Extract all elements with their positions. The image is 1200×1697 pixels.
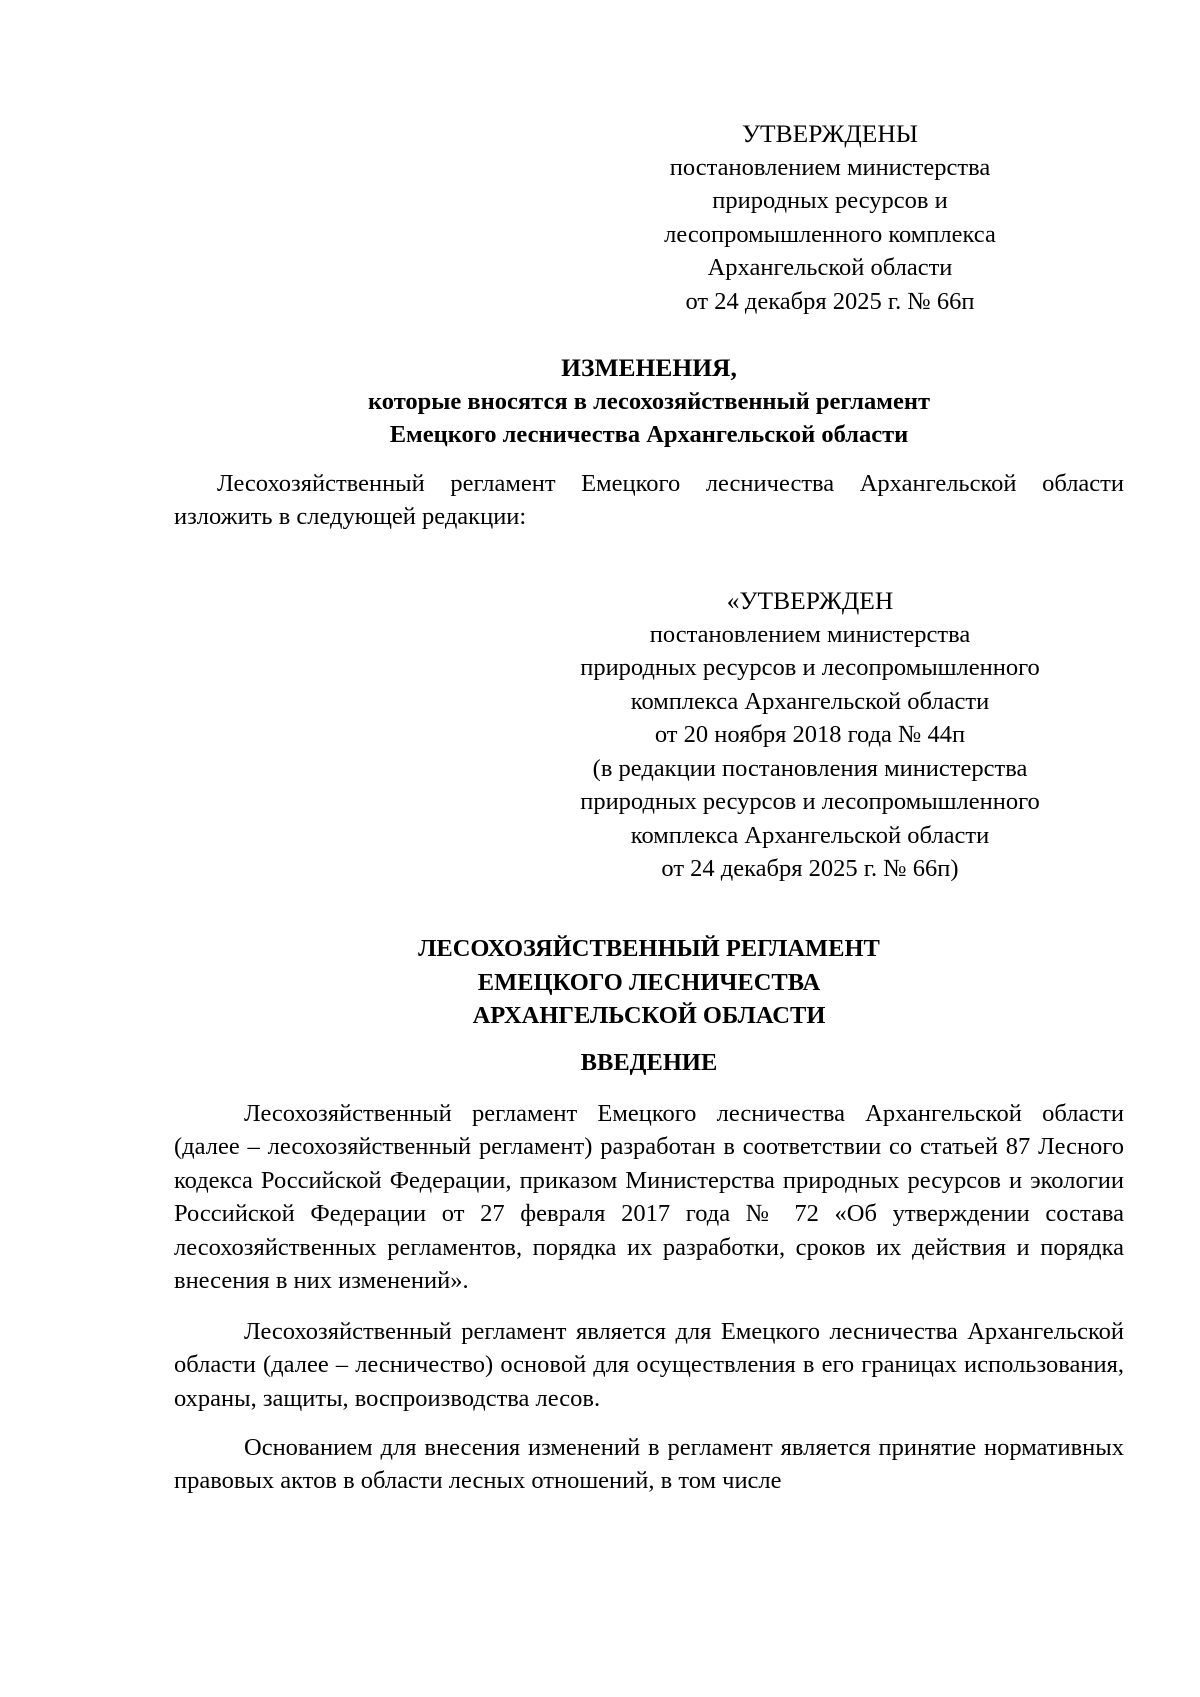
approved-line: «УТВЕРЖДЕН xyxy=(726,586,894,615)
approved-block xyxy=(560,584,1060,886)
approved-line: от 20 ноября 2018 года № 44п xyxy=(654,721,966,748)
approved-line: постановлением министерства xyxy=(649,620,971,648)
changes-title-line: которые вносятся в лесохозяйственный регламент xyxy=(367,387,931,415)
body-paragraph-1: Лесохозяйственный регламент Емецкого лесничества Архангельской области (далее – лесохозяйственный регламент) разработан в соответствии со статьей 87 Лесного кодекса Российской Федерации, приказом Министерства природных ресурсов и экологии Российской Федерации от 27 февраля 2017 года № 72 «Об утверждении состава лесохозяйственных регламентов, порядка их разработки, сроков их действия и порядка внесения в них изменений». xyxy=(174,1100,1124,1295)
changes-title-line: ИЗМЕНЕНИЯ, xyxy=(561,353,737,382)
approved-line: природных ресурсов и лесопромышленного xyxy=(580,788,1040,815)
approval-line: от 24 декабря 2025 г. № 66п xyxy=(685,287,975,315)
approval-line: лесопромышленного комплекса xyxy=(664,220,996,248)
section-heading-text: ВВЕДЕНИЕ xyxy=(580,1049,718,1076)
approval-block xyxy=(640,117,1020,318)
regulation-title xyxy=(174,932,1124,1033)
changes-title-line: Емецкого лесничества Архангельской области xyxy=(389,421,909,448)
regulation-title-line: ЛЕСОХОЗЯЙСТВЕННЫЙ РЕГЛАМЕНТ xyxy=(418,935,880,962)
approval-line: Архангельской области xyxy=(707,254,953,281)
approval-line: природных ресурсов и xyxy=(712,187,948,214)
approval-line: постановлением министерства xyxy=(669,153,991,181)
section-heading xyxy=(174,1046,1124,1080)
regulation-title-line: ЕМЕЦКОГО ЛЕСНИЧЕСТВА xyxy=(477,968,821,996)
approved-line: комплекса Архангельской области xyxy=(630,821,990,849)
approved-line: от 24 декабря 2025 г. № 66п) xyxy=(661,855,959,882)
changes-title xyxy=(174,351,1124,452)
regulation-title-line: АРХАНГЕЛЬСКОЙ ОБЛАСТИ xyxy=(472,1002,826,1029)
approval-line: УТВЕРЖДЕНЫ xyxy=(742,119,918,148)
body-paragraph-3: Основанием для внесения изменений в регламент является принятие нормативных правовых актов в области лесных отношений, в том числе xyxy=(174,1434,1124,1495)
intro-paragraph: Лесохозяйственный регламент Емецкого лесничества Архангельской области изложить в следующей редакции: xyxy=(174,470,1124,531)
body-paragraph-2: Лесохозяйственный регламент является для Емецкого лесничества Архангельской области (далее – лесничество) основой для осуществления в его границах использования, охраны, защиты, воспроизводства лесов. xyxy=(174,1318,1124,1412)
approved-line: природных ресурсов и лесопромышленного xyxy=(580,654,1040,681)
approved-line: (в редакции постановления министерства xyxy=(592,754,1028,782)
approved-line: комплекса Архангельской области xyxy=(630,687,990,715)
